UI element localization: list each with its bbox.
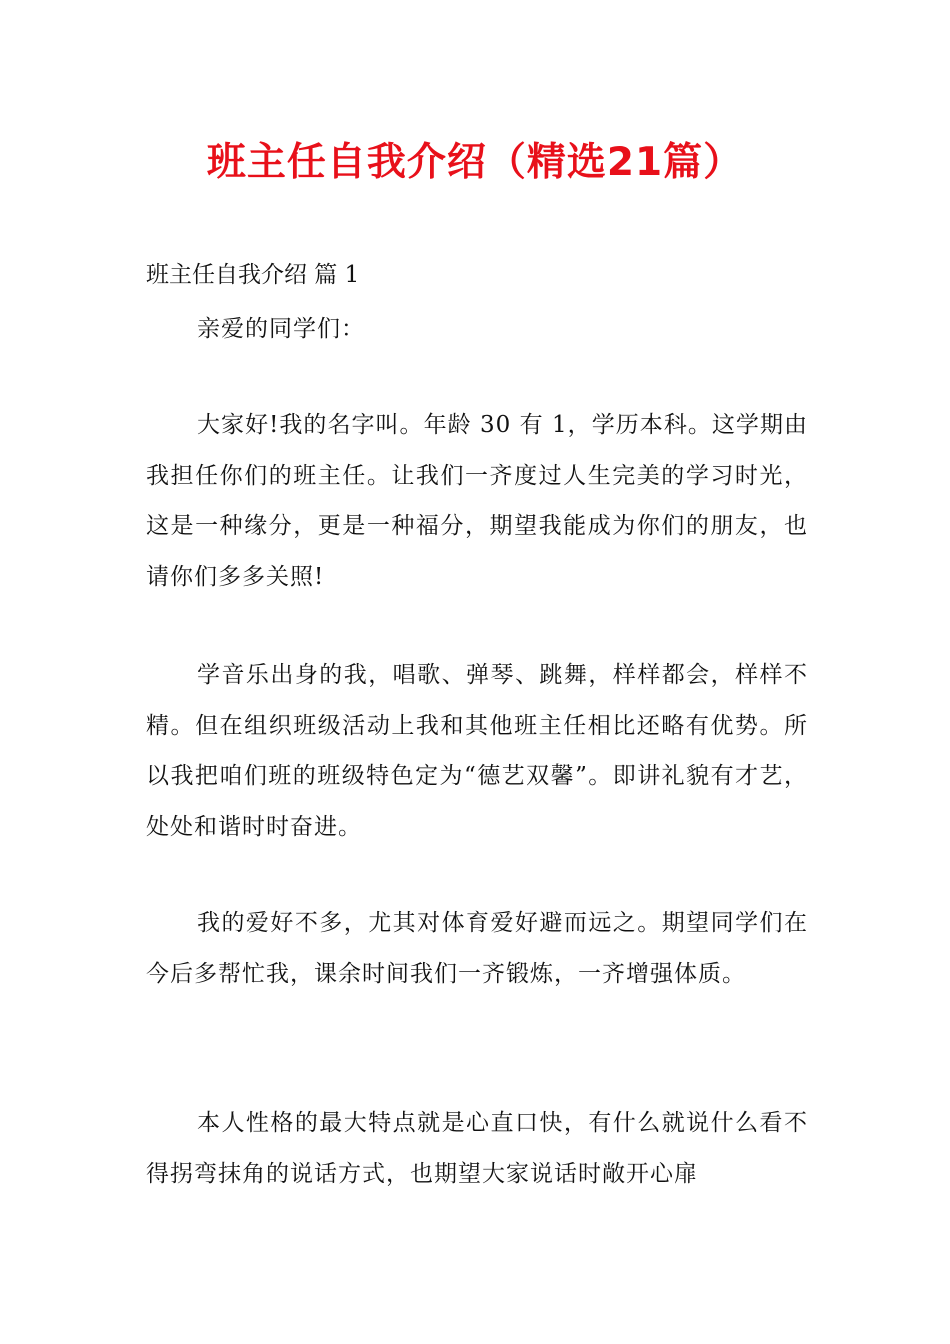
paragraph-2: 学音乐出身的我，唱歌、弹琴、跳舞，样样都会，样样不精。但在组织班级活动上我和其他班主任相比还略有优势。所以我把咱们班的班级特色定为“德艺双馨”。即讲礼貌有才艺，处处和谐时时奋进。 <box>146 662 808 840</box>
paragraph-3: 我的爱好不多，尤其对体育爱好避而远之。期望同学们在今后多帮忙我，课余时间我们一齐锻炼，一齐增强体质。 <box>146 910 808 987</box>
paragraph-4: 本人性格的最大特点就是心直口快，有什么就说什么看不得拐弯抹角的说话方式，也期望大家说话时敞开心扉 <box>146 1110 808 1187</box>
document-title: 班主任自我介绍（精选21篇） <box>206 140 744 185</box>
section-heading: 班主任自我介绍 篇 1 <box>146 262 360 288</box>
paragraph-1: 大家好!我的名字叫。年龄 30 有 1，学历本科。这学期由我担任你们的班主任。让我们一齐度过人生完美的学习时光，这是一种缘分，更是一种福分，期望我能成为你们的朋友，也请你们多多关照! <box>146 412 808 590</box>
greeting-line: 亲爱的同学们： <box>197 316 365 342</box>
